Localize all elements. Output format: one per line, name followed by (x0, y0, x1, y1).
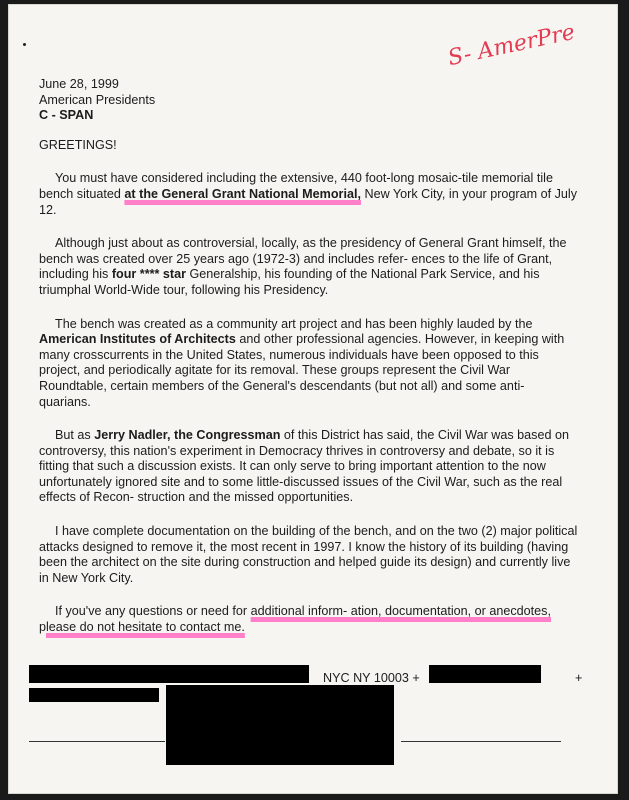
bold-text: American Institutes of Architects (39, 332, 236, 347)
paragraph: I have complete documentation on the building of the bench, and on the two (2) major political attacks designed to remove it, the most recent in 1997. I know the history of its building (having been the architect on the site during construction and helped guide its design) and currently live in New York City. (39, 524, 578, 585)
paragraph (39, 171, 579, 218)
redaction-bar (429, 665, 541, 683)
divider-line (401, 741, 561, 742)
redaction-bar (29, 688, 159, 702)
redaction-block (166, 685, 394, 765)
letter-date: June 28, 1999 (39, 77, 119, 91)
recipient-line: American Presidents (39, 92, 156, 107)
highlighted-text: additional inform- ation, documentation, or anecdotes, please do not hesitate to contact me. (39, 604, 551, 635)
recipient-line: C - SPAN (39, 108, 94, 123)
paragraph (39, 604, 579, 635)
text-run: But as (55, 428, 95, 443)
stray-mark (23, 43, 26, 46)
handwritten-note: S- AmerPre (445, 19, 578, 72)
text-run: Although just about as controversial, locally, as the presidency of General Grant himself, the bench was created over 25 years ago (1972-3) and includes refer- ences to the life of Grant, including his (39, 236, 567, 282)
bold-text: four **** star (111, 267, 186, 282)
text-run: The bench was created as a community art project and has been highly lauded by the (55, 316, 533, 331)
text-run: New York City, in your program of July 12. (39, 186, 578, 217)
text-run: Generalship, his founding of the National Park Service, and his triumphal World-Wide tour, following his Presidency. (39, 267, 540, 297)
plus-sign: + (575, 671, 583, 685)
paragraph (39, 428, 579, 506)
paragraph (39, 317, 579, 411)
letter-body (39, 77, 579, 654)
text-run: of this District has said, the Civil War was based on controversy, this nation's experiment in Democracy thrives in controversy and debate, so it is fitting that such a discussion exists. It can only serve to bring important attention to the now unfortunately ignored site and to some little-discussed issues of the Civil War, such as the real effects of Recon- struction and the missed opportunities. (39, 428, 569, 505)
city-zip: NYC NY 10003 + (323, 671, 420, 685)
letter-page (8, 4, 618, 794)
text-run: and other professional agencies. However, in keeping with many crosscurrents in the United States, numerous individuals have been opposed to this project, and periodically agitate for its removal. These groups represent the Civil War Roundtable, certain members of the General's descendants (but not all) and some anti- quarians. (39, 332, 565, 409)
text-run: If you've any questions or need for (55, 604, 251, 619)
paragraph (39, 236, 579, 298)
greeting: GREETINGS! (39, 137, 117, 152)
bold-text: Jerry Nadler, the Congressman (94, 428, 281, 443)
divider-line (29, 741, 165, 742)
highlighted-text: at the General Grant National Memorial, (124, 186, 361, 201)
text-run: You must have considered including the extensive, 440 foot-long mosaic-tile memorial tile bench situated (39, 171, 553, 201)
